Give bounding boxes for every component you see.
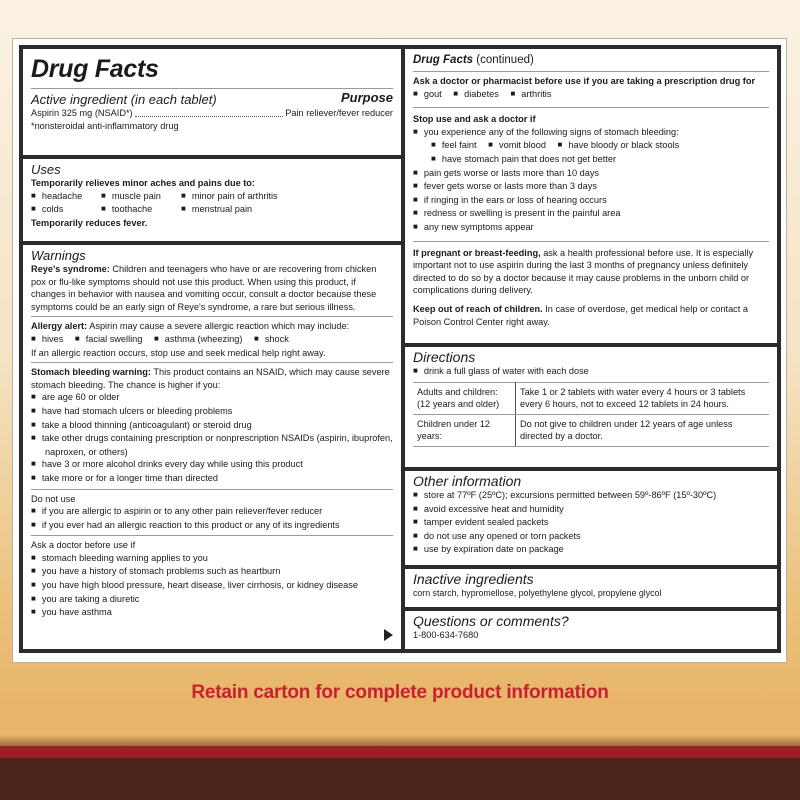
list-item: ■ take a blood thinning (anticoagulant) or steroid drug (31, 419, 393, 433)
footnote: *nonsteroidal anti-inflammatory drug (31, 120, 179, 131)
list-item: ■ you are taking a diuretic (31, 593, 393, 607)
list-item: ■ tamper evident sealed packets (413, 516, 769, 530)
pregnancy-warning: If pregnant or breast-feeding, ask a health professional before use. It is especially important not to use aspirin during the last 3 months of pregnancy unless definitely directed to do so by a doctor because it may cause problems in the unborn child or complications during delivery. (413, 247, 754, 296)
list-item: ■ take more or for a longer time than directed (31, 472, 393, 486)
list-item: ■ feel faint (431, 140, 477, 150)
list-item: ■ menstrual pain (181, 203, 393, 217)
stomach-warning: Stomach bleeding warning: This product contains an NSAID, which may cause severe stomach bleeding. The chance is higher if you: (31, 367, 390, 390)
dosage-table (413, 382, 769, 447)
list-item: ■ diabetes (453, 89, 499, 99)
list-item: ■ arthritis (510, 89, 551, 99)
table-row: Adults and children: (12 years and older) Take 1 or 2 tablets with water every 4 hours or 3 tablets every 6 hours, not to exceed 12 tablets in 24 hours. (413, 382, 769, 414)
list-item: ■ asthma (wheezing) (154, 334, 242, 344)
list-item: ■ minor pain of arthritis (181, 190, 393, 204)
other-information-box (405, 471, 777, 565)
do-not-use-heading: Do not use (31, 493, 76, 504)
uses-list (31, 190, 393, 217)
bleeding-signs (413, 139, 769, 153)
inactive-ingredients-text: corn starch, hypromellose, polyethylene glycol, propylene glycol (413, 588, 662, 598)
play-arrow-icon (384, 629, 393, 641)
table-row: Children under 12 years: Do not give to children under 12 years of age unless directed by a doctor. (413, 414, 769, 446)
list-item: ■ vomit blood (488, 140, 546, 150)
directions-heading: Directions (413, 349, 476, 365)
list-item: ■ drink a full glass of water with each dose (413, 365, 769, 379)
list-item: ■ stomach bleeding warning applies to you (31, 552, 393, 566)
keep-out-of-reach: Keep out of reach of children. In case of overdose, get medical help or contact a Poison Control Center right away. (413, 303, 748, 327)
continued-title: Drug Facts (continued) (413, 54, 534, 66)
list-item: ■ do not use any opened or torn packets (413, 530, 769, 544)
reye-warning: Reye's syndrome: Children and teenagers who have or are recovering from chicken pox or flu-like symptoms should not use this product. When using this product, if changes in behavior with nausea and vomiting occur, consult a doctor because these symptoms could be an early sign of Reye's syndrome, a rare but serious illness. (31, 264, 377, 312)
ingredient: Aspirin 325 mg (NSAID*) (31, 108, 133, 118)
list-item: ■ colds (31, 203, 101, 217)
retain-carton-notice: Retain carton for complete product information (191, 682, 609, 703)
allergy-list (31, 333, 393, 347)
pharmacist-heading: Ask a doctor or pharmacist before use if you are taking a prescription drug for (413, 76, 756, 86)
other-information-heading: Other information (413, 473, 522, 489)
list-item: ■ have 3 or more alcohol drinks every day while using this product (31, 458, 393, 472)
inactive-ingredients-heading: Inactive ingredients (413, 571, 534, 587)
brown-band (0, 758, 800, 800)
list-item: ■ you have asthma (31, 606, 393, 620)
list-item: ■ any new symptoms appear (413, 221, 769, 235)
list-item: ■ gout (413, 89, 442, 99)
continued-box (405, 49, 777, 343)
uses-outro: Temporarily reduces fever. (31, 217, 148, 228)
active-ingredient-heading: Active ingredient (in each tablet) (31, 92, 217, 107)
uses-box (23, 159, 401, 241)
list-item: ■ redness or swelling is present in the painful area (413, 207, 769, 221)
page-title: Drug Facts (31, 55, 159, 83)
list-item: ■ you have a history of stomach problems such as heartburn (31, 565, 393, 579)
list-item: ■ avoid excessive heat and humidity (413, 503, 769, 517)
questions-heading: Questions or comments? (413, 613, 569, 629)
active-ingredient-box (23, 49, 401, 155)
list-item: ■ are age 60 or older (31, 391, 393, 405)
ask-doctor-heading: Ask a doctor before use if (31, 540, 136, 551)
list-item: ■ if you are allergic to aspirin or to any other pain reliever/fever reducer (31, 505, 393, 519)
list-item: ■ muscle pain (101, 190, 181, 204)
right-column (405, 49, 777, 649)
stop-use-heading: Stop use and ask a doctor if (413, 114, 536, 125)
allergy-outro: If an allergic reaction occurs, stop use and seek medical help right away. (31, 347, 326, 358)
list-item: ■ take other drugs containing prescription or nonprescription NSAIDs (aspirin, ibuprofen, naproxen, or others) (31, 432, 393, 458)
list-item: ■ if you ever had an allergic reaction to this product or any of its ingredients (31, 519, 393, 533)
list-item: ■ you experience any of the following signs of stomach bleeding: (413, 126, 769, 140)
purpose-heading: Purpose (340, 90, 393, 105)
drug-facts-panel (19, 45, 781, 653)
inactive-ingredients-box (405, 569, 777, 607)
ingredient-purpose: Pain reliever/fever reducer (285, 108, 393, 118)
red-band (0, 746, 800, 758)
phone-number: 1-800-634-7680 (413, 630, 479, 640)
list-item: ■ if ringing in the ears or loss of hearing occurs (413, 194, 769, 208)
list-item: ■ facial swelling (75, 334, 143, 344)
list-item: ■ have bloody or black stools (558, 140, 680, 150)
list-item: ■ you have high blood pressure, heart disease, liver cirrhosis, or kidney disease (31, 579, 393, 593)
questions-box (405, 611, 777, 649)
list-item: ■ toothache (101, 203, 181, 217)
list-item: ■ store at 77ºF (25ºC); excursions permitted between 59º-86ºF (15º-30ºC) (413, 489, 769, 503)
warnings-heading: Warnings (31, 248, 86, 263)
list-item: ■ hives (31, 334, 63, 344)
list-item: ■ have stomach pain that does not get better (431, 154, 616, 164)
uses-intro: Temporarily relieves minor aches and pains due to: (31, 178, 255, 188)
warnings-box (23, 245, 401, 649)
left-column (23, 49, 401, 649)
list-item: ■ use by expiration date on package (413, 543, 769, 557)
list-item: ■ pain gets worse or lasts more than 10 days (413, 167, 769, 181)
allergy-alert: Allergy alert: Aspirin may cause a severe allergic reaction which may include: (31, 321, 350, 332)
list-item: ■ headache (31, 190, 101, 204)
list-item: ■ shock (254, 334, 289, 344)
pharmacist-list (413, 88, 769, 102)
list-item: ■ have had stomach ulcers or bleeding problems (31, 405, 393, 419)
uses-heading: Uses (31, 162, 61, 177)
directions-box (405, 347, 777, 467)
list-item: ■ fever gets worse or lasts more than 3 days (413, 180, 769, 194)
